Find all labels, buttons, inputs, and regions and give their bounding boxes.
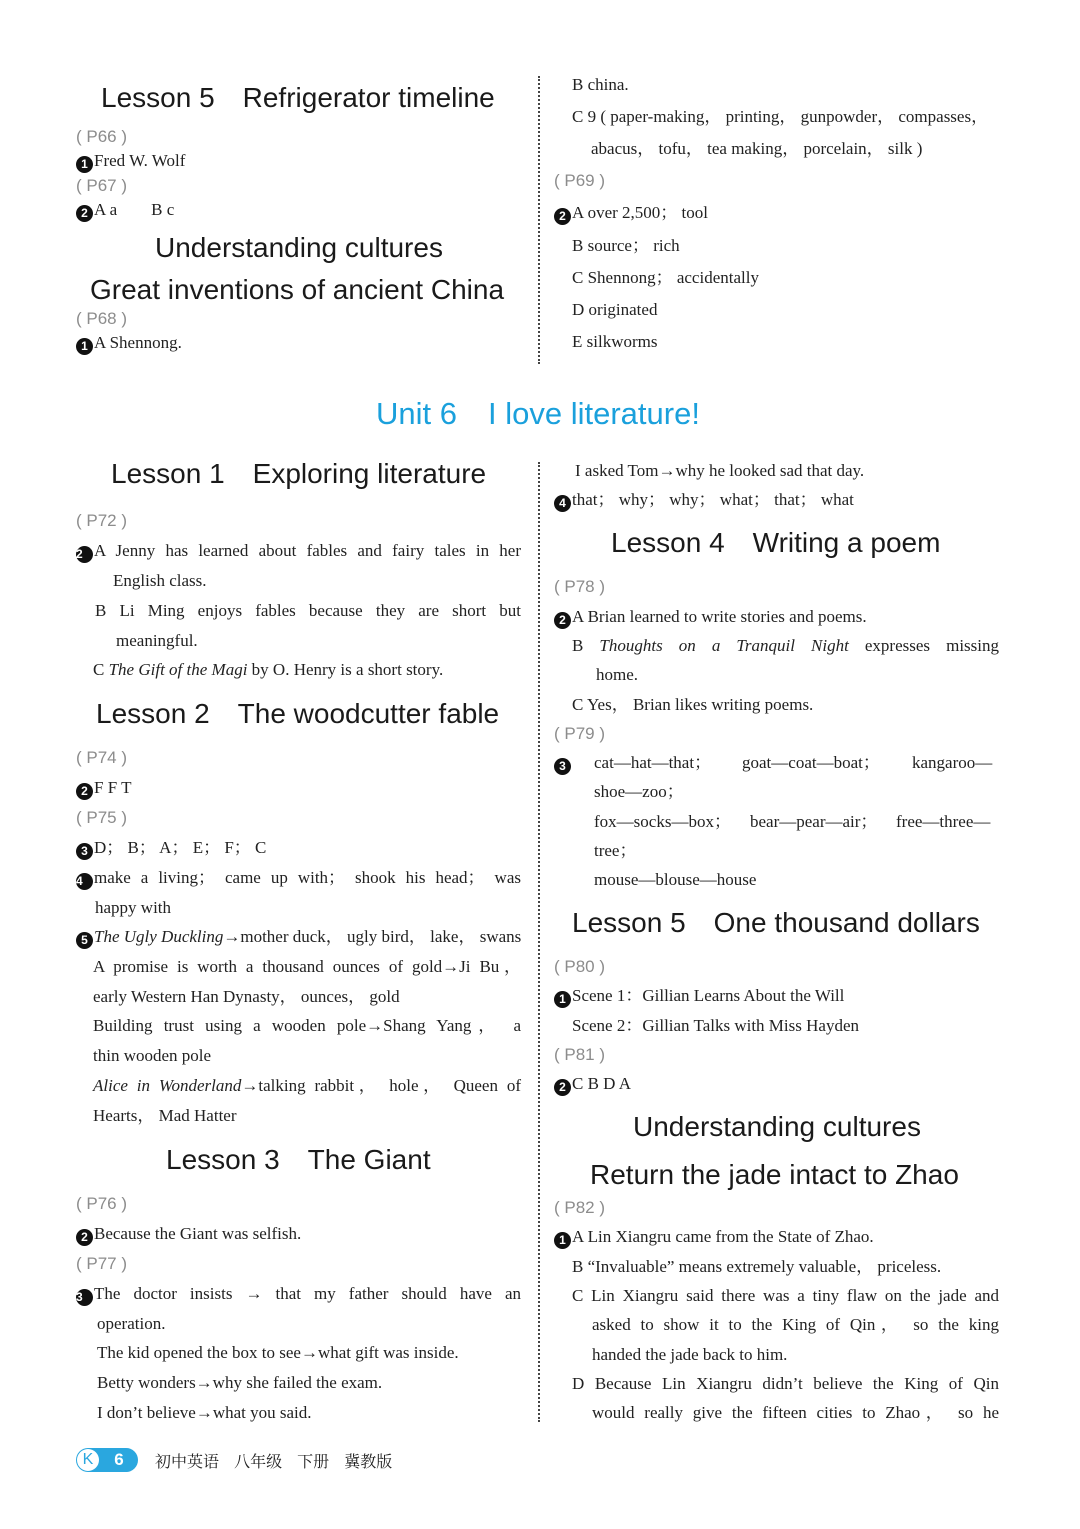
answer-p75-3: 3 D； B； A； E； F； C [76,837,266,860]
rhyme-mouse: mouse—blouse—house [594,870,757,889]
answer-p75-5-shang-yang: Building trust using a wooden pole→Shang Yang， a [93,1016,521,1035]
question-number-3: 3 [554,758,571,775]
answer-p75-5-shang-yang-cont: thin wooden pole [93,1046,212,1065]
page-number: 6 [114,1450,124,1469]
answer-4-words: 4 that； why； why； what； that； what [554,489,854,512]
lesson4-title: Lesson 4 Writing a poem [611,527,941,558]
answer-p78-b: B Thoughts on a Tranquil Night expresses missing [572,636,999,655]
answer-p80-scene1: 1 Scene 1：Gillian Learns About the Will [554,985,844,1008]
answer-p82-d: D Because Lin Xiangru didn’t believe the King of Qin [572,1374,999,1393]
answer-p69-d: D originated [572,300,658,319]
question-number-2: 2 [554,612,571,629]
understanding-cultures-title-right: Understanding cultures [633,1111,921,1142]
page-ref-p69: ( P69 ) [554,171,606,190]
question-number-5: 5 [76,932,93,949]
rhyme-cat: cat—hat—that； [594,753,712,772]
answer-p68-1: 1 A Shennong. [76,332,182,355]
answer-p75-5-ji-bu: A promise is worth a thousand ounces of gold→Ji Bu， [93,957,521,976]
answer-asked-tom: I asked Tom→why he looked sad that day. [575,461,865,480]
question-number-2: 2 [76,1229,93,1246]
answer-p82-c: C Lin Xiangru said there was a tiny flaw on the jade and [572,1286,999,1305]
question-number-1: 1 [76,338,93,355]
answer-p66-1: 1 Fred W. Wolf [76,150,185,173]
rhyme-shoe: shoe—zoo； [594,782,684,801]
answer-p72-b: B Li Ming enjoys fables because they are short but [95,601,521,620]
answer-p82-a: 1 A Lin Xiangru came from the State of Zhao. [554,1226,874,1249]
rhyme-goat: goat—coat—boat； [742,753,880,772]
answer-p75-5: 5 The Ugly Duckling→mother duck， ugly bird， lake， swans [76,926,521,949]
answer-p82-c-cont1: asked to show it to the King of Qin， so the king [592,1315,999,1334]
answer-p72-b-cont: meaningful. [116,631,198,650]
question-number-2: 2 [554,1079,571,1096]
answer-p78-b-cont: home. [596,665,639,684]
answer-p75-4-cont: happy with [95,898,172,917]
answer-p72-a: 2 A Jenny has learned about fables and fairy tales in her [76,541,521,561]
answer-p72-c: C The Gift of the Magi by O. Henry is a short story. [93,660,444,679]
answer-p77-3-believe: I don’t believe→what you said. [97,1403,312,1422]
page-ref-p77: ( P77 ) [76,1254,128,1273]
question-number-2: 2 [76,205,93,222]
answer-p82-b: B “Invaluable” means extremely valuable， priceless. [572,1257,942,1276]
page-ref-p76: ( P76 ) [76,1194,128,1213]
page-ref-p74: ( P74 ) [76,748,128,767]
page-ref-p67: ( P67 ) [76,176,128,195]
column-divider-main [538,462,540,1422]
answer-c-inventions-cont: abacus， tofu， tea making， porcelain， silk ) [591,139,923,158]
page-ref-p66: ( P66 ) [76,127,128,146]
column-divider-top [538,76,540,364]
page-ref-p72: ( P72 ) [76,511,128,530]
rhyme-fox: fox—socks—box； [594,812,731,831]
return-jade-subtitle: Return the jade intact to Zhao [590,1159,959,1190]
k-logo: K [77,1449,99,1471]
answer-p75-4: 4 make a living； came up with； shook his head； was [76,868,521,888]
answer-p69-a: 2 A over 2,500； tool [554,202,708,225]
answer-p77-3-box: The kid opened the box to see→what gift was inside. [97,1343,459,1362]
answer-p81-2: 2 C B D A [554,1073,631,1096]
answer-b-china: B china. [572,75,629,94]
question-number-4: 4 [76,873,93,890]
answer-p74-2: 2 F F T [76,777,132,800]
rhyme-kangaroo: kangaroo— [912,753,993,772]
question-number-1: 1 [76,156,93,173]
page-ref-p82: ( P82 ) [554,1198,606,1217]
answer-p78-a: 2 A Brian learned to write stories and poems. [554,606,867,629]
lesson3-title: Lesson 3 The Giant [166,1144,431,1175]
answer-p75-5-ji-bu-cont: early Western Han Dynasty， ounces， gold [93,987,400,1006]
page-ref-p75: ( P75 ) [76,808,128,827]
page-ref-p81: ( P81 ) [554,1045,606,1064]
page-ref-p68: ( P68 ) [76,309,128,328]
answer-p72-a-cont: English class. [113,571,207,590]
page-ref-p80: ( P80 ) [554,957,606,976]
answer-p69-e: E silkworms [572,332,658,351]
question-number-1: 1 [554,991,571,1008]
lesson1-title: Lesson 1 Exploring literature [111,458,487,489]
question-number-2: 2 [554,208,571,225]
great-inventions-subtitle: Great inventions of ancient China [90,274,505,305]
unit-title: Unit 6 I love literature! [376,396,700,431]
answer-p77-3-cont: operation. [97,1314,166,1333]
question-number-3: 3 [76,843,93,860]
answer-p69-b: B source； rich [572,236,680,255]
answer-p75-5-alice-cont: Hearts， Mad Hatter [93,1106,237,1125]
answer-p69-c: C Shennong； accidentally [572,268,759,287]
rhyme-bear: bear—pear—air； [750,812,878,831]
answer-p82-d-cont: would really give the fifteen cities to Zhao， so he [592,1403,999,1422]
book-title: 初中英语 八年级 下册 冀教版 [155,1452,393,1471]
question-number-2: 2 [76,783,93,800]
question-number-1: 1 [554,1232,571,1249]
answer-p67-2: 2 A a B c [76,199,174,222]
rhyme-tree: tree； [594,841,637,860]
rhyme-free: free—three— [896,812,991,831]
page-ref-p78: ( P78 ) [554,577,606,596]
answer-p78-c: C Yes， Brian likes writing poems. [572,695,814,714]
answer-p77-3-betty: Betty wonders→why she failed the exam. [97,1373,383,1392]
answer-p75-5-alice: Alice in Wonderland→talking rabbit， hole， Queen of [93,1076,521,1095]
understanding-cultures-title: Understanding cultures [155,232,443,263]
question-number-4: 4 [554,495,571,512]
lesson5-title: Lesson 5 Refrigerator timeline [101,82,495,113]
answer-p82-c-cont2: handed the jade back to him. [592,1345,788,1364]
question-number-3-p79 [554,752,572,775]
answer-p76-2: 2 Because the Giant was selfish. [76,1223,301,1246]
answer-p77-3: 3 The doctor insists → that my father should have an [76,1284,521,1304]
answer-c-inventions: C 9 ( paper-making， printing， gunpowder， compasses， [572,107,989,126]
lesson2-title: Lesson 2 The woodcutter fable [96,698,500,729]
question-number-2: 2 [76,546,93,563]
page-ref-p79: ( P79 ) [554,724,606,743]
answer-p80-scene2: Scene 2：Gillian Talks with Miss Hayden [572,1016,859,1035]
lesson5-title-right: Lesson 5 One thousand dollars [572,907,980,938]
question-number-3: 3 [76,1289,93,1306]
